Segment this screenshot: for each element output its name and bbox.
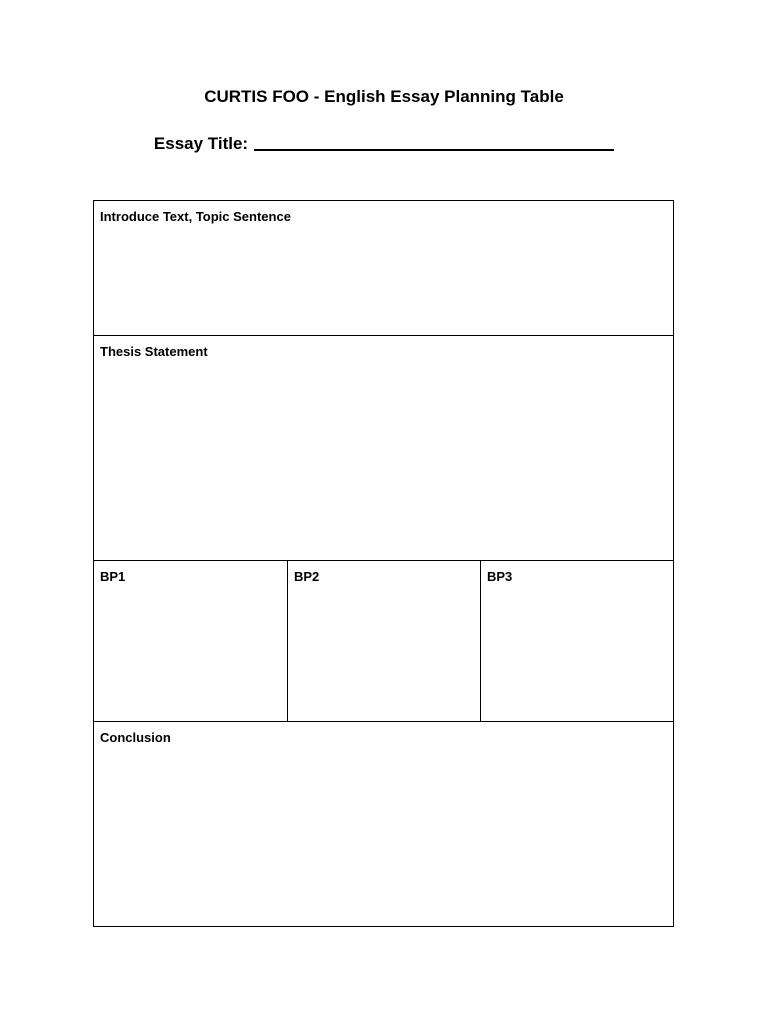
- essay-planning-table: [93, 200, 674, 927]
- thesis-section: [94, 336, 673, 561]
- bp3-label: BP3: [487, 569, 513, 584]
- essay-title-blank-line: [254, 131, 614, 151]
- bp1-label: BP1: [100, 569, 126, 584]
- bp3-cell: [481, 561, 673, 721]
- bp2-cell: [288, 561, 481, 721]
- conclusion-section: [94, 722, 673, 926]
- intro-section: [94, 201, 673, 336]
- bp1-cell: [94, 561, 288, 721]
- bp2-label: BP2: [294, 569, 320, 584]
- page-title: CURTIS FOO - English Essay Planning Table: [204, 87, 564, 106]
- body-paragraph-row: [94, 561, 673, 722]
- intro-label: Introduce Text, Topic Sentence: [100, 209, 291, 224]
- conclusion-label: Conclusion: [100, 730, 171, 745]
- thesis-label: Thesis Statement: [100, 344, 208, 359]
- essay-title-label: Essay Title:: [153, 134, 249, 153]
- essay-title-row: [0, 131, 768, 155]
